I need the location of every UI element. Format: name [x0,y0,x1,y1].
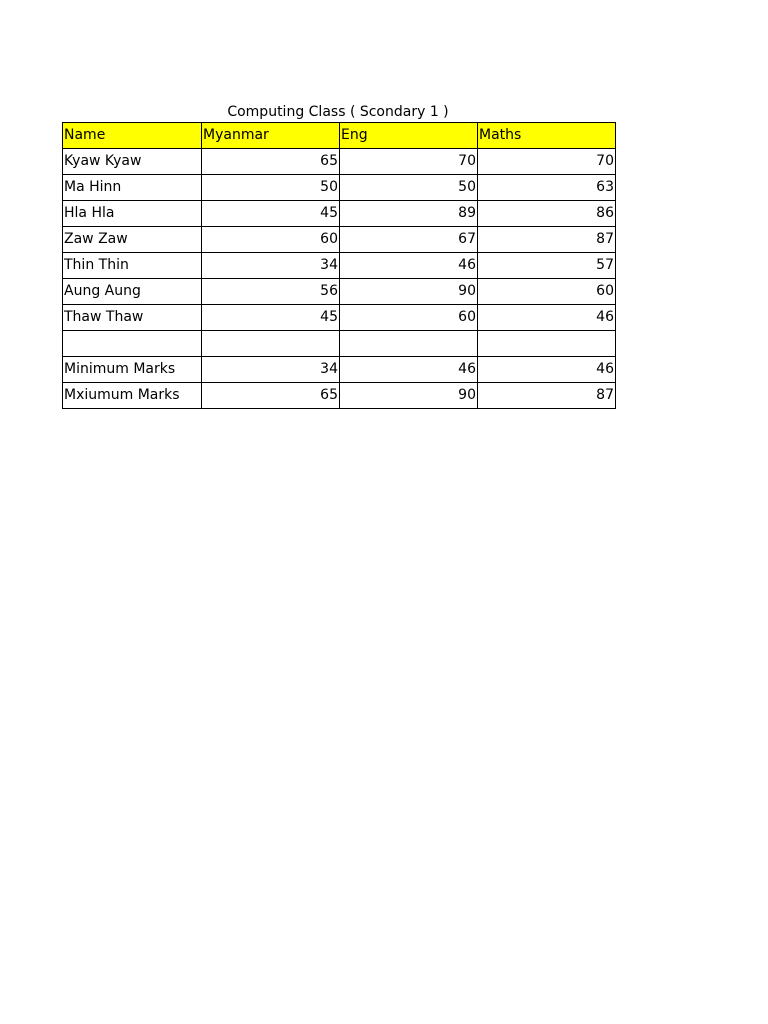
cell-eng[interactable]: 89 [340,201,478,227]
empty-row [63,331,616,357]
cell-eng[interactable]: 90 [340,383,478,409]
cell-maths[interactable]: 57 [478,253,616,279]
cell-myanmar[interactable]: 65 [202,149,340,175]
table-row [63,279,616,305]
cell-name[interactable]: Hla Hla [63,201,202,227]
cell-maths[interactable]: 87 [478,383,616,409]
cell-maths[interactable]: 46 [478,357,616,383]
cell-maths[interactable]: 86 [478,201,616,227]
table-row [63,201,616,227]
table-row [63,175,616,201]
cell-summary-label[interactable]: Minimum Marks [63,357,202,383]
cell-eng[interactable]: 90 [340,279,478,305]
summary-row-minimum [63,357,616,383]
cell-maths[interactable]: 70 [478,149,616,175]
marks-table [62,122,616,409]
cell-eng[interactable]: 50 [340,175,478,201]
sheet-title: Computing Class ( Scondary 1 ) [227,104,449,120]
cell-myanmar[interactable]: 60 [202,227,340,253]
cell-name[interactable]: Kyaw Kyaw [63,149,202,175]
cell-eng[interactable]: 46 [340,253,478,279]
cell-maths[interactable]: 60 [478,279,616,305]
cell-myanmar[interactable]: 45 [202,201,340,227]
cell-myanmar[interactable]: 34 [202,357,340,383]
cell-myanmar[interactable]: 45 [202,305,340,331]
cell-myanmar[interactable]: 56 [202,279,340,305]
cell-name[interactable]: Aung Aung [63,279,202,305]
cell-eng[interactable]: 60 [340,305,478,331]
header-cell-name[interactable]: Name [63,123,202,149]
cell-myanmar[interactable]: 65 [202,383,340,409]
cell-eng[interactable]: 67 [340,227,478,253]
cell-maths[interactable]: 63 [478,175,616,201]
cell-name[interactable]: Zaw Zaw [63,227,202,253]
table-row [63,305,616,331]
cell-eng[interactable]: 70 [340,149,478,175]
cell-eng[interactable]: 46 [340,357,478,383]
table-row [63,253,616,279]
empty-cell[interactable] [340,331,478,357]
cell-name[interactable]: Thaw Thaw [63,305,202,331]
header-cell-maths[interactable]: Maths [478,123,616,149]
cell-name[interactable]: Thin Thin [63,253,202,279]
header-cell-eng[interactable]: Eng [340,123,478,149]
empty-cell[interactable] [63,331,202,357]
empty-cell[interactable] [202,331,340,357]
table-row [63,227,616,253]
summary-row-maximum [63,383,616,409]
header-cell-myanmar[interactable]: Myanmar [202,123,340,149]
table-row [63,149,616,175]
cell-maths[interactable]: 46 [478,305,616,331]
cell-summary-label[interactable]: Mxiumum Marks [63,383,202,409]
cell-name[interactable]: Ma Hinn [63,175,202,201]
header-row [63,123,616,149]
cell-myanmar[interactable]: 50 [202,175,340,201]
empty-cell[interactable] [478,331,616,357]
cell-maths[interactable]: 87 [478,227,616,253]
cell-myanmar[interactable]: 34 [202,253,340,279]
